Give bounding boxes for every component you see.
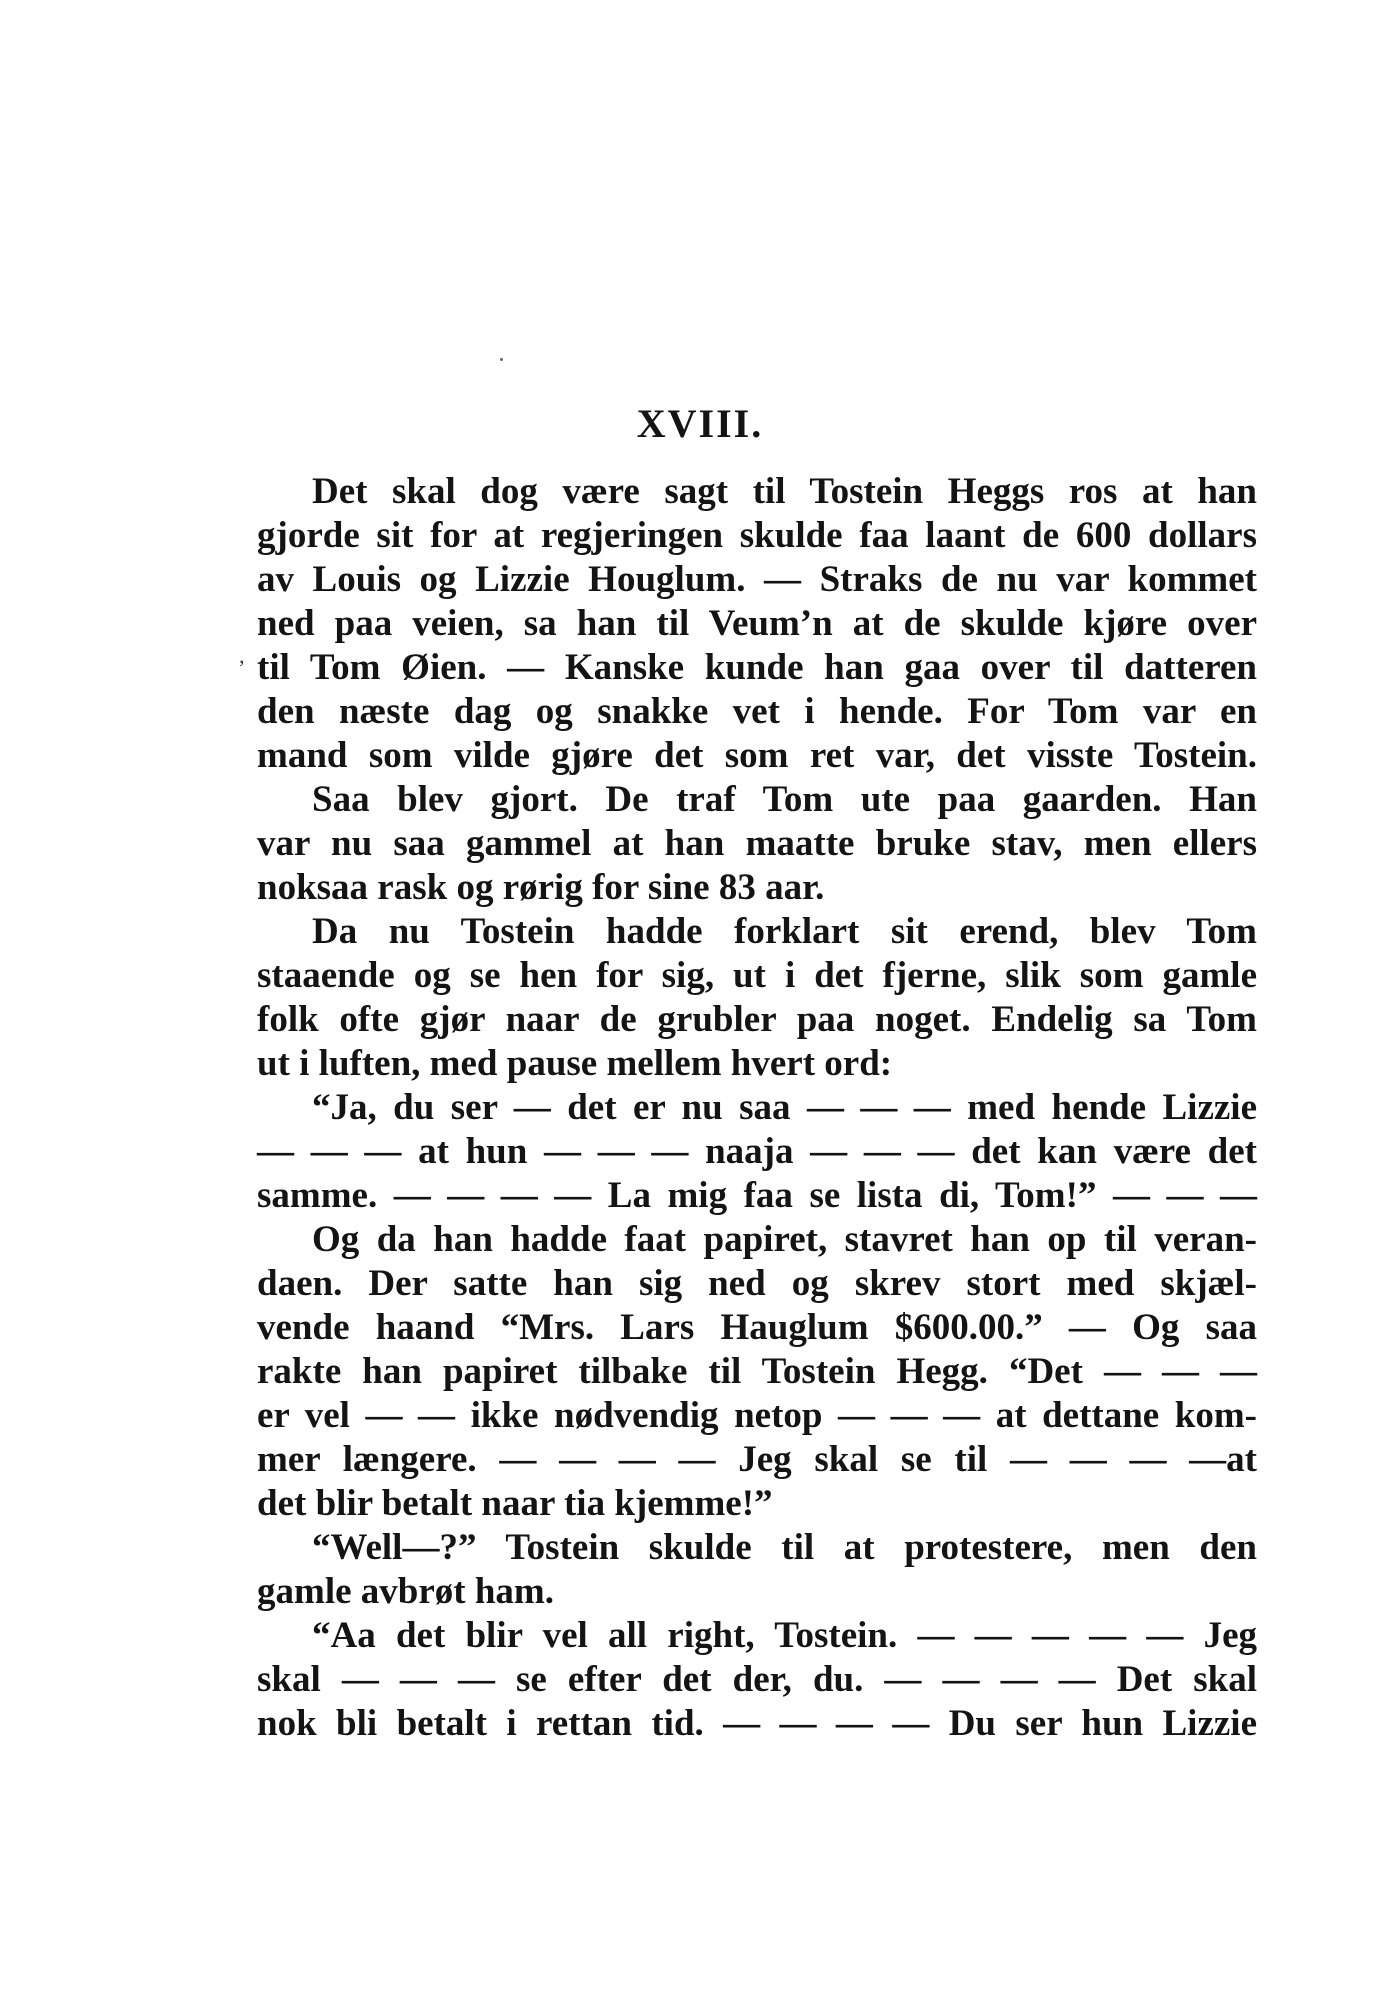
text-line: Og da han hadde faat papiret, stavret han op til veran- (312, 1219, 1257, 1260)
body-text (257, 470, 1257, 1746)
text-line: staaende og se hen for sig, ut i det fjerne, slik som gamle (257, 955, 1257, 996)
text-line: ut i luften, med pause mellem hvert ord: (257, 1043, 893, 1084)
text-line: skal — — — se efter det der, du. — — — — Det skal (257, 1659, 1257, 1700)
text-line: “Ja, du ser — det er nu saa — — — med hende Lizzie (312, 1087, 1257, 1128)
text-line: “Well—?” Tostein skulde til at protestere, men den (312, 1527, 1257, 1568)
text-line: rakte han papiret tilbake til Tostein Hegg. “Det — — — (257, 1351, 1257, 1392)
text-line: daen. Der satte han sig ned og skrev stort med skjæl- (257, 1263, 1257, 1304)
text-line: mer længere. — — — — Jeg skal se til — — — —at (257, 1439, 1257, 1480)
text-line: gamle avbrøt ham. (257, 1571, 554, 1612)
text-line: — — — at hun — — — naaja — — — det kan være det (257, 1131, 1257, 1172)
text-line: av Louis og Lizzie Houglum. — Straks de nu var kommet (257, 559, 1257, 600)
chapter-heading: XVIII. (636, 401, 764, 446)
text-line: noksaa rask og rørig for sine 83 aar. (257, 867, 825, 908)
text-line: Saa blev gjort. De traf Tom ute paa gaarden. Han (312, 779, 1257, 820)
text-line: nok bli betalt i rettan tid. — — — — Du ser hun Lizzie (257, 1703, 1257, 1744)
text-line: den næste dag og snakke vet i hende. For Tom var en (257, 691, 1257, 732)
text-line: Da nu Tostein hadde forklart sit erend, blev Tom (312, 911, 1257, 952)
text-line: var nu saa gammel at han maatte bruke stav, men ellers (257, 823, 1257, 864)
text-line: Det skal dog være sagt til Tostein Heggs ros at han (312, 471, 1257, 512)
margin-tick-mark: ’ (238, 655, 246, 680)
text-line: “Aa det blir vel all right, Tostein. — — — — — Jeg (312, 1615, 1257, 1656)
text-line: vende haand “Mrs. Lars Hauglum $600.00.” — Og saa (257, 1307, 1257, 1348)
text-line: er vel — — ikke nødvendig netop — — — at dettane kom- (257, 1395, 1257, 1436)
stray-dot-mark (500, 358, 503, 361)
text-line: det blir betalt naar tia kjemme!” (257, 1483, 773, 1524)
text-line: gjorde sit for at regjeringen skulde faa laant de 600 dollars (257, 515, 1257, 556)
text-line: folk ofte gjør naar de grubler paa noget. Endelig sa Tom (257, 999, 1257, 1040)
text-line: til Tom Øien. — Kanske kunde han gaa over til datteren (257, 647, 1257, 688)
text-line: ned paa veien, sa han til Veum’n at de skulde kjøre over (257, 603, 1257, 644)
text-line: samme. — — — — La mig faa se lista di, Tom!” — — — (257, 1175, 1257, 1216)
text-line: mand som vilde gjøre det som ret var, det visste Tostein. (257, 735, 1257, 776)
